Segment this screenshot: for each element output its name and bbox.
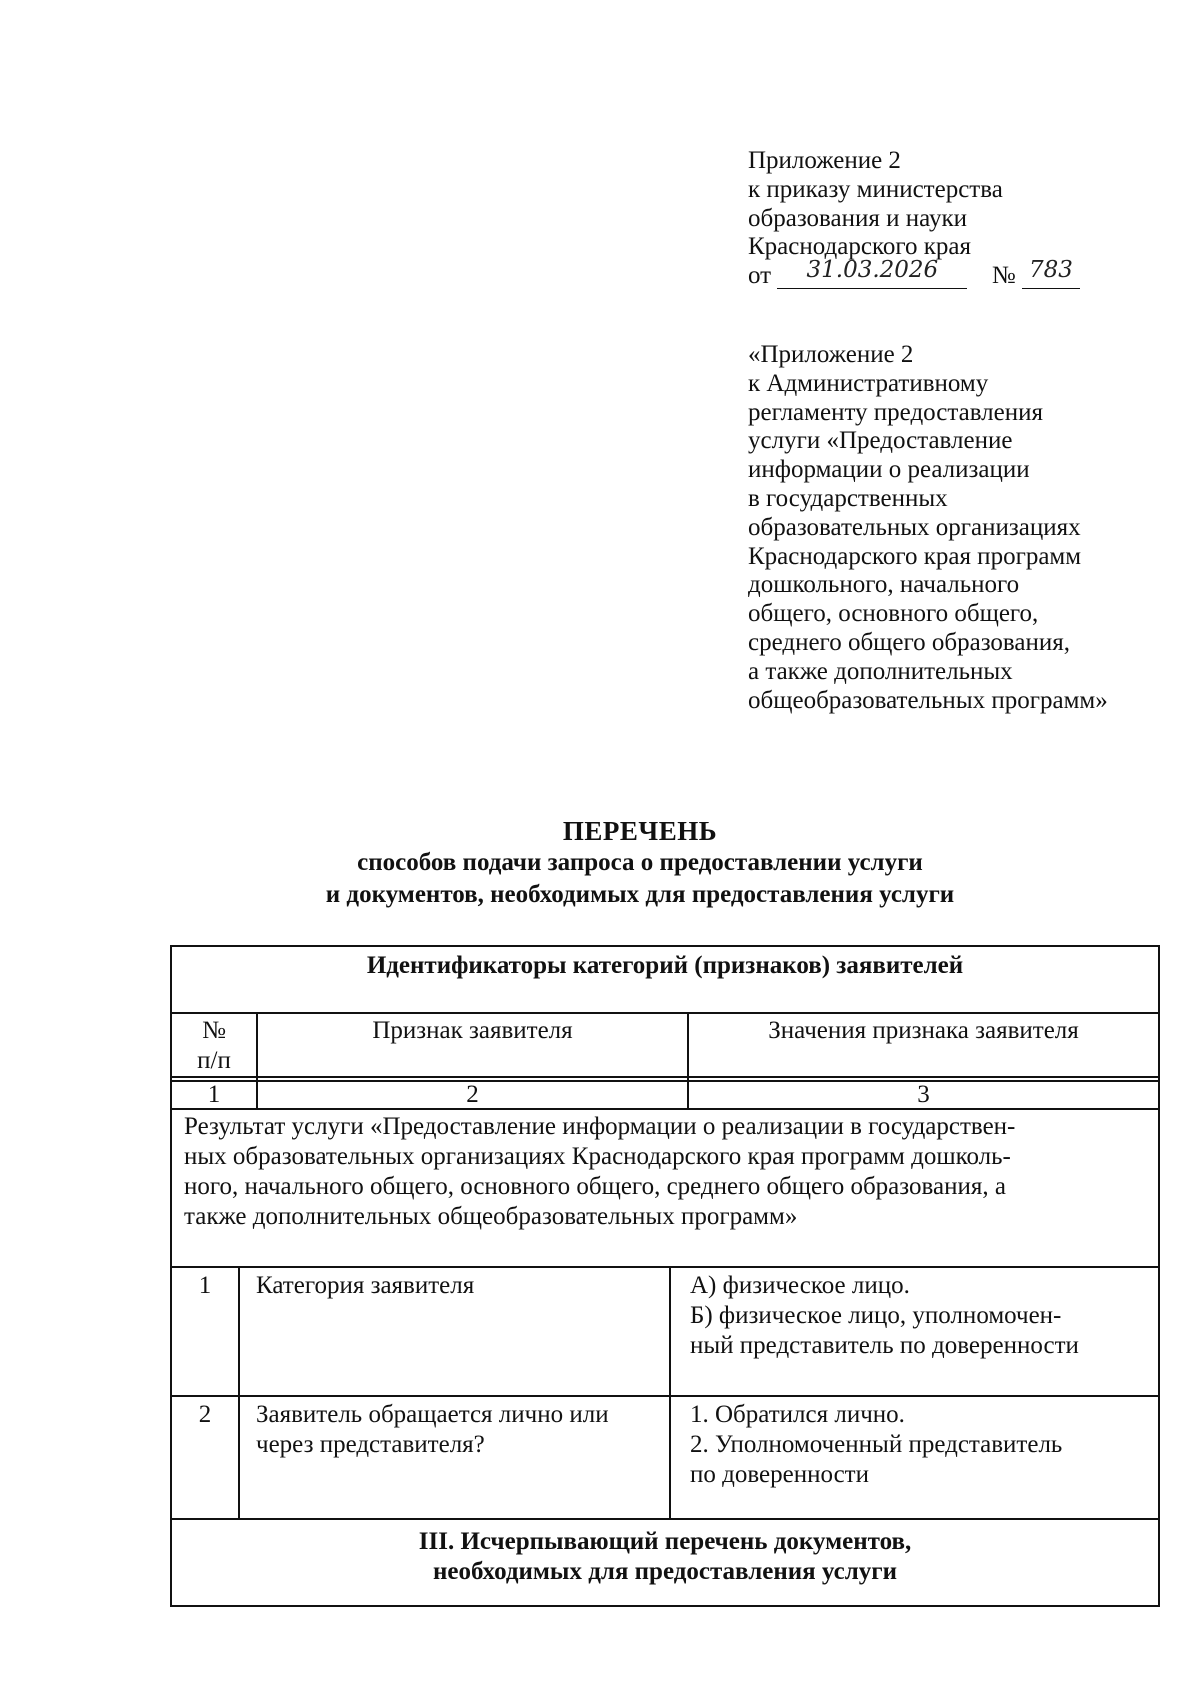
quote-line: Краснодарского края программ (748, 542, 1082, 570)
table-border (170, 1012, 1160, 1014)
table-border (170, 1518, 1160, 1520)
quote-line: в государственных (748, 484, 948, 512)
table-border (170, 1266, 1160, 1268)
col-header-values: Значения признака заявителя (768, 1017, 1079, 1044)
appendix-line: к приказу министерства (748, 175, 1003, 203)
col-header-num-line1: № (202, 1017, 226, 1044)
section-heading-line2: необходимых для предоставления услуги (432, 1558, 898, 1585)
quote-line: дошкольного, начального (748, 571, 1020, 599)
number-field (1022, 257, 1080, 289)
quote-line: «Приложение 2 (748, 341, 914, 368)
quote-line: образовательных организациях (748, 513, 1081, 541)
row-value-line: ный представитель по доверенности (690, 1332, 1079, 1359)
quote-line: к Административному (748, 369, 989, 397)
row-value-line: 2. Уполномоченный представитель (690, 1431, 1063, 1458)
row-values (690, 1271, 1158, 1361)
identifiers-header: Идентификаторы категорий (признаков) заявителей (366, 952, 964, 979)
date-prefix: от (748, 262, 772, 290)
row-feature (256, 1271, 666, 1301)
row-value-line: Б) физическое лицо, уполномочен- (690, 1302, 1062, 1329)
row-value-line: А) физическое лицо. (690, 1272, 910, 1299)
row-num: 2 (198, 1401, 212, 1428)
col-header-feature: Признак заявителя (372, 1017, 573, 1044)
appendix-date-line (748, 257, 1080, 291)
col-number: 3 (917, 1081, 930, 1108)
appendix-line: Приложение 2 (748, 147, 901, 174)
quote-line: информации о реализации (748, 456, 1030, 484)
quote-line: общеобразовательных программ» (748, 686, 1108, 714)
quote-line: услуги «Предоставление (748, 427, 1013, 455)
appendix-header (748, 147, 1080, 291)
quote-line: регламенту предоставления (748, 398, 1044, 426)
quote-line: общего, основного общего, (748, 600, 1039, 628)
result-line: также дополнительных общеобразовательных программ» (184, 1203, 798, 1230)
result-line: Результат услуги «Предоставление информации о реализации в государствен- (184, 1113, 1016, 1140)
section-heading (172, 1527, 1158, 1587)
table-border (1158, 945, 1160, 1607)
title-main: ПЕРЕЧЕНЬ (562, 816, 718, 846)
row-num: 1 (198, 1272, 212, 1299)
row-value-line: по доверенности (690, 1461, 869, 1488)
row-values (690, 1400, 1158, 1490)
row-feature-line: Заявитель обращается лично или (256, 1401, 609, 1428)
title-sub-1: способов подачи запроса о предоставлении услуги (357, 849, 923, 876)
result-line: ных образовательных организациях Краснодарского края программ дошколь- (184, 1143, 1011, 1170)
service-result-text (184, 1112, 1154, 1232)
row-value-line: 1. Обратился лично. (690, 1401, 905, 1428)
table-border (170, 1605, 1160, 1607)
number-handwritten: 783 (1029, 257, 1073, 284)
number-prefix: № (991, 262, 1016, 290)
row-feature-line: через представителя? (256, 1431, 485, 1458)
title-sub-2: и документов, необходимых для предоставления услуги (325, 881, 955, 908)
table-border (170, 945, 1160, 947)
table-border (170, 1395, 1160, 1397)
quote-line: среднего общего образования, (748, 628, 1071, 656)
col-number: 2 (466, 1081, 479, 1108)
result-line: ного, начального общего, основного общего, среднего общего образования, а (184, 1173, 1006, 1200)
regulation-appendix-block (748, 341, 1108, 715)
col-header-num (172, 1016, 256, 1076)
col-header-num-line2: п/п (197, 1047, 231, 1074)
row-feature-line: Категория заявителя (256, 1272, 475, 1299)
appendix-line: Краснодарского края (748, 233, 971, 261)
table-border (170, 1076, 1160, 1078)
row-feature (256, 1400, 666, 1460)
col-number: 1 (207, 1081, 221, 1108)
section-heading-line1: III. Исчерпывающий перечень документов, (418, 1528, 912, 1555)
table-border (238, 1266, 240, 1518)
appendix-line: образования и науки (748, 204, 967, 232)
date-field (777, 257, 967, 289)
document-title (0, 815, 1200, 911)
date-handwritten: 31.03.2026 (806, 257, 939, 284)
quote-line: а также дополнительных (748, 657, 1013, 685)
table-border (669, 1266, 671, 1518)
